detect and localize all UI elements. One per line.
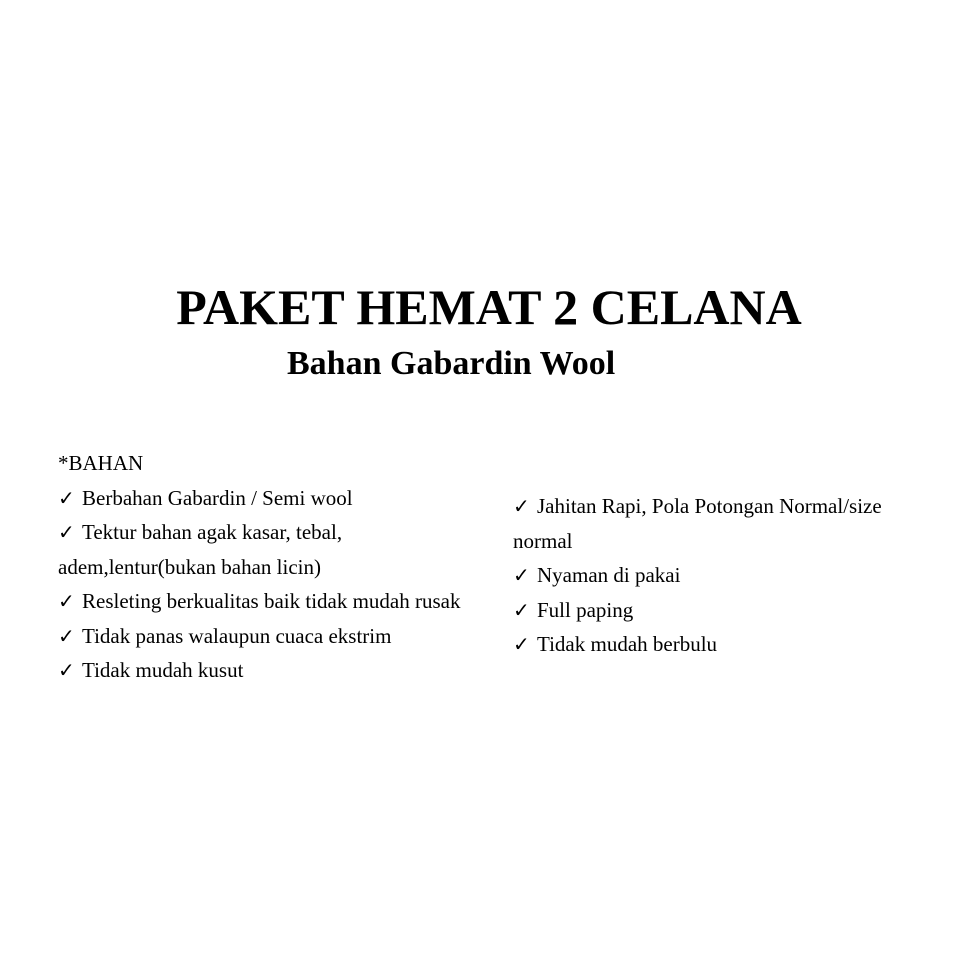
features-left-column (58, 446, 503, 688)
list-item-label: Tidak mudah berbulu (537, 632, 718, 656)
list-item (513, 627, 933, 662)
check-icon: ✓ (58, 658, 75, 682)
list-item-label: Resleting berkualitas baik tidak mudah rusak (82, 589, 461, 613)
list-item-label: Full paping (537, 597, 634, 622)
list-item-label: Jahitan Rapi, Pola Potongan Normal/size (537, 494, 882, 518)
check-icon: ✓ (513, 632, 530, 656)
list-item-continuation: adem,lentur(bukan bahan licin) (58, 554, 321, 579)
list-item-label: Tektur bahan agak kasar, tebal, (82, 520, 343, 544)
list-item-label: Berbahan Gabardin / Semi wool (82, 485, 353, 510)
check-icon: ✓ (513, 494, 530, 518)
page-subtitle: Bahan Gabardin Wool (287, 345, 616, 382)
list-item-continuation: normal (513, 528, 573, 553)
check-icon: ✓ (513, 563, 530, 587)
list-item-label: Tidak panas walaupun cuaca ekstrim (82, 623, 392, 648)
check-icon: ✓ (58, 589, 75, 613)
list-item (58, 584, 503, 619)
list-item (513, 489, 933, 524)
check-icon: ✓ (58, 623, 75, 648)
list-item (513, 558, 933, 593)
list-item (513, 593, 933, 628)
list-item (58, 481, 503, 516)
check-icon: ✓ (513, 597, 530, 622)
check-icon: ✓ (58, 520, 75, 544)
page-title: PAKET HEMAT 2 CELANA (176, 279, 802, 335)
section-heading: *BAHAN (58, 451, 144, 475)
check-icon: ✓ (58, 485, 75, 510)
list-item (58, 653, 503, 688)
list-item-label: Nyaman di pakai (537, 563, 681, 587)
list-item-label: Tidak mudah kusut (82, 658, 244, 682)
features-right-column (513, 489, 933, 662)
list-item (58, 619, 503, 654)
list-item (58, 515, 503, 550)
